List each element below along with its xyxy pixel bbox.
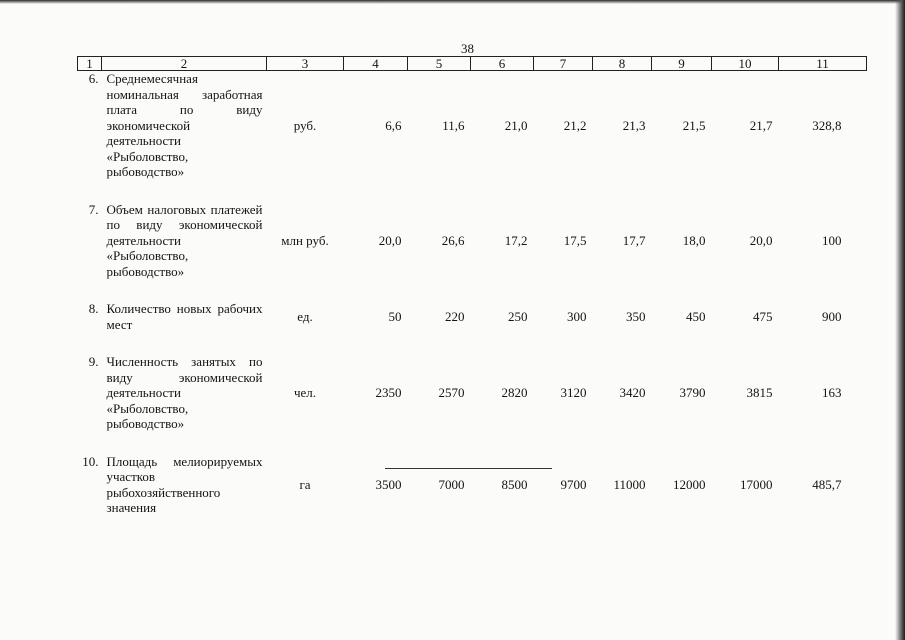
- value-cell: 485,7: [812, 476, 842, 492]
- value-cell: 17,7: [622, 232, 646, 248]
- row-number: 6.: [88, 71, 99, 86]
- value-cell: 100: [822, 232, 842, 248]
- table-row: [78, 71, 867, 180]
- value-cell: 12000: [673, 476, 706, 492]
- value-cell: 8500: [501, 476, 528, 492]
- value-cell: 450: [686, 308, 706, 324]
- header-cell: 2: [102, 57, 267, 71]
- table-row: [78, 202, 867, 280]
- value-cell: 11,6: [442, 117, 465, 133]
- row-number: 8.: [88, 301, 99, 316]
- row-spacer: [78, 332, 867, 354]
- table-row: [78, 301, 867, 332]
- value-cell: 7000: [438, 476, 465, 492]
- value-cell: 20,0: [378, 232, 402, 248]
- value-cell: 475: [753, 308, 773, 324]
- footer-divider: [385, 468, 552, 469]
- value-cell: 2820: [501, 385, 528, 400]
- header-cell: 5: [408, 57, 471, 71]
- value-cell: 163: [822, 385, 842, 400]
- table-row: [78, 454, 867, 516]
- unit-cell: га: [299, 476, 311, 492]
- indicator-name: Объем налоговых платежей по виду экономической деятельности «Рыболовство, рыбоводство»: [106, 201, 263, 279]
- header-cell: 1: [78, 57, 102, 71]
- header-row: [78, 57, 867, 71]
- value-cell: 6,6: [385, 117, 402, 133]
- value-cell: 900: [822, 308, 842, 324]
- value-cell: 26,6: [441, 232, 465, 248]
- value-cell: 250: [508, 308, 528, 324]
- value-cell: 300: [567, 308, 587, 324]
- value-cell: 220: [445, 308, 465, 324]
- row-spacer: [78, 279, 867, 301]
- row-spacer: [78, 180, 867, 202]
- header-cell: 8: [593, 57, 652, 71]
- scan-edge-right: [895, 0, 905, 640]
- value-cell: 17,5: [563, 232, 587, 248]
- indicator-name: Среднемесячная номинальная заработная плата по виду экономической деятельности «Рыболовство, рыбоводство»: [106, 71, 263, 179]
- value-cell: 21,0: [504, 117, 528, 133]
- value-cell: 9700: [560, 476, 587, 492]
- unit-cell: чел.: [293, 385, 317, 400]
- value-cell: 2570: [438, 385, 465, 400]
- indicators-table: [77, 56, 867, 516]
- page-number: 38: [461, 41, 474, 56]
- value-cell: 3815: [746, 385, 773, 400]
- unit-cell: млн руб.: [281, 232, 329, 248]
- value-cell: 18,0: [682, 232, 706, 248]
- row-spacer: [78, 432, 867, 454]
- value-cell: 20,0: [749, 232, 773, 248]
- indicator-name: Численность занятых по виду экономической деятельности «Рыболовство, рыбоводство»: [106, 354, 263, 431]
- table-row: [78, 354, 867, 432]
- value-cell: 17000: [740, 476, 773, 492]
- value-cell: 50: [388, 308, 402, 324]
- table-body: [78, 71, 867, 516]
- row-number: 9.: [88, 354, 99, 369]
- indicator-name: Площадь мелиорируемых участков рыбохозяйственного значения: [106, 453, 263, 515]
- header-cell: 10: [712, 57, 779, 71]
- value-cell: 3120: [560, 385, 587, 400]
- value-cell: 17,2: [504, 232, 528, 248]
- header-cell: 7: [534, 57, 593, 71]
- header-cell: 4: [344, 57, 408, 71]
- unit-cell: руб.: [293, 117, 317, 133]
- header-cell: 6: [471, 57, 534, 71]
- value-cell: 11000: [613, 476, 646, 492]
- value-cell: 2350: [375, 385, 402, 400]
- value-cell: 3420: [619, 385, 646, 400]
- value-cell: 21,7: [749, 117, 773, 133]
- indicator-name: Количество новых рабочих мест: [106, 301, 263, 332]
- header-cell: 3: [267, 57, 344, 71]
- value-cell: 21,3: [622, 117, 646, 133]
- value-cell: 21,2: [563, 117, 587, 133]
- value-cell: 328,8: [812, 117, 842, 133]
- value-cell: 3790: [679, 385, 706, 400]
- row-number: 10.: [82, 453, 99, 469]
- value-cell: 3500: [375, 476, 402, 492]
- header-cell: 11: [779, 57, 867, 71]
- table-header: [78, 57, 867, 71]
- unit-cell: ед.: [297, 308, 313, 324]
- header-cell: 9: [652, 57, 712, 71]
- row-number: 7.: [88, 201, 99, 217]
- value-cell: 21,5: [682, 117, 706, 133]
- scan-edge-top: [0, 0, 905, 4]
- value-cell: 350: [626, 308, 646, 324]
